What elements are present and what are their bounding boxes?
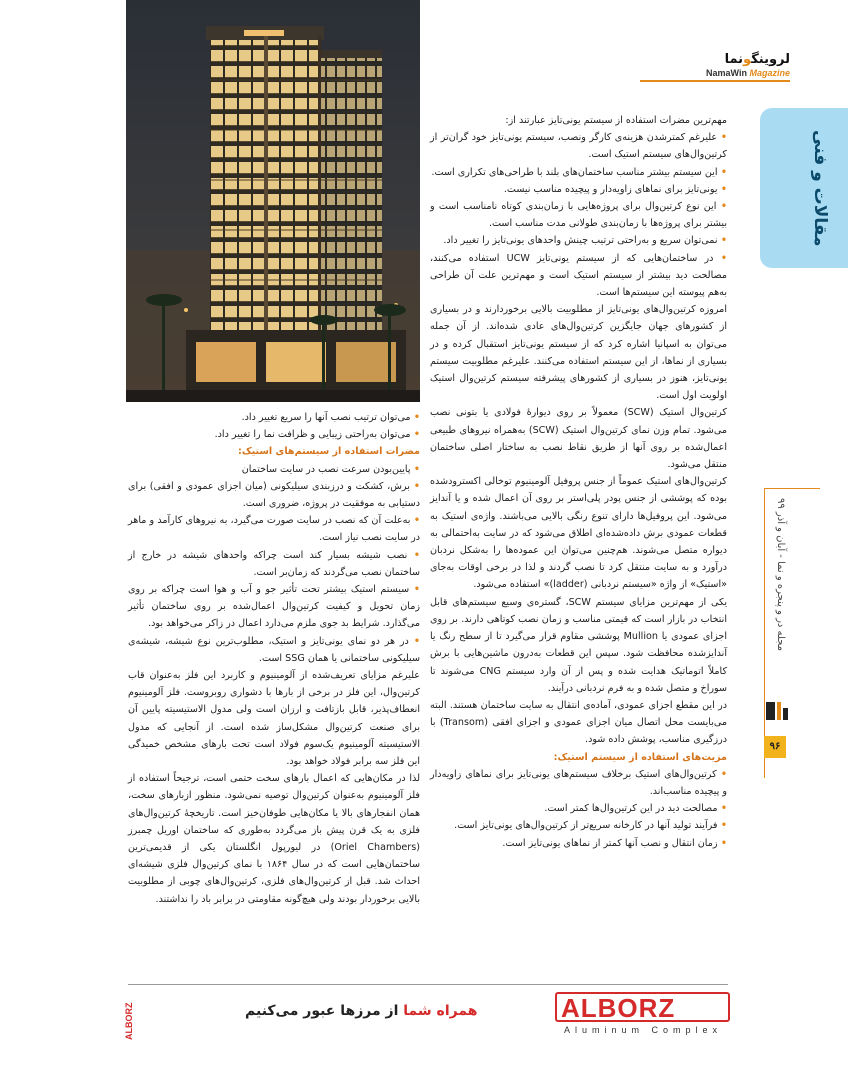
list-item: • این نوع کرتین‌وال برای پروژه‌هایی با زمان‌بندی کوتاه نامناسب است و بیشتر برای پروژه‌ها با زمان‌بندی طولانی مدت مناسب است.: [430, 198, 727, 232]
magazine-logo: [640, 52, 790, 82]
list-item: • می‌توان به‌راحتی زیبایی و ظرافت نما را تغییر داد.: [128, 426, 420, 443]
magazine-mini-logo-icon: [764, 698, 790, 724]
section-heading: مضرات استفاده از سیستم‌های استیک:: [237, 446, 420, 458]
list-item: • به‌علت آن که نصب در سایت صورت می‌گیرد، به نیروهای کارآمد و ماهر در سایت نصب نیاز است.: [128, 512, 420, 546]
list-item: • زمان انتقال و نصب آنها کمتر از نماهای یونی‌تایز است.: [430, 835, 727, 852]
section-heading: مزیت‌های استفاده از سیستم استیک:: [553, 751, 727, 763]
paragraph: لذا در مکان‌هایی که اعمال بارهای سخت حتمی است، ترجیحاً استفاده از فلز آلومینیوم به‌عنوان کرتین‌وال توصیه نمی‌شود. منظور ازبارهای سخت، همان انفجارهای بالا یا مکان‌هایی طوفان‌خیز است. تاریخچهٔ کرتین‌وال‌های فلزی به یک قرن پیش باز می‌گردد به‌طوری که ساختمان اوریل چمبرز (Oriel Chambers) در لیورپول انگلستان یکی از قدیمی‌ترین ساختمان‌هایی است که در سال ۱۸۶۴ با نمای کرتین‌وال فلزی شیشه‌ای احداث شد. قبل از کرتین‌وال‌های فلزی، کرتین‌وال‌های چوبی از مطلوبیت بالایی برخوردار بودند ولی هیچ‌گونه مقاومتی در برابر باد را نداشتند.: [128, 773, 420, 905]
list-item: • این سیستم بیشتر مناسب ساختمان‌های بلند با طراحی‌های تکراری است.: [430, 164, 727, 181]
logo-underline: [640, 80, 790, 82]
footer-vertical-brand: ALBORZ: [124, 1002, 134, 1040]
list-item: • برش، کشکت و درزبندی سیلیکونی (میان اجزای عمودی و افقی) برای دستیابی به موفقیت در پروژه، ضروری است.: [128, 478, 420, 512]
list-item: • نمی‌توان سریع و به‌راحتی ترتیب چینش واحدهای یونی‌تایز را تغییر داد.: [430, 232, 727, 249]
alborz-tagline: Aluminum Complex: [563, 1025, 723, 1035]
slogan-rest: از مرزها عبور می‌کنیم: [245, 1003, 399, 1019]
building-illustration: [126, 0, 420, 402]
section-tab: [760, 108, 848, 268]
article-right-column: [430, 112, 727, 852]
list-item: • می‌توان ترتیب نصب آنها را سریع تغییر داد.: [128, 409, 420, 426]
paragraph: علیرغم مزایای تعریف‌شده از آلومینیوم و کاربرد این فلز به‌عنوان قاب کرتین‌وال، این فلز در برخی از بارها با دشواری روبروست. فلز آلومینیوم انعطاف‌پذیر، قابل بازتافت و ارزان است ولی مدول الاستیسیته پایین آن برای صنعت کرتین‌وال مشکل‌ساز شده است. از آنجایی که مدول الاستیسیته آلومینیوم یک‌سوم فولاد است تحت بارهای مشخص خمیدگی این فلز سه برابر فولاد خواهد بود.: [128, 670, 420, 768]
paragraph: کرتین‌وال‌های استیک عموماً از جنس پروفیل آلومینیوم توخالی اکسترودشده بوده که پوششی از جنس پودر پلی‌استر بر روی آن اعمال شده و یا آندایز می‌شود. این پروفیل‌ها دارای تنوع رنگی بالایی می‌باشند. واژه‌ی استیک به قطعات عمودی برش داده‌شده‌ای اطلاق می‌شود که در سایت به‌احتمالی به دیواره متصل می‌شوند. هم‌چنین می‌توان این عموده‌ها را به‌شکل نردبان درآورد و به سایت منتقل کرد تا نصب گردند و لذا در برخی اوقات به‌جای «استیک» از واژه «سیستم نردبانی (ladder)» استفاده می‌شود.: [430, 476, 727, 591]
paragraph: در این مقطع اجزای عمودی، آماده‌ی انتقال به سایت ساختمان هستند. البته می‌بایست محل اتصال میان اجزای عمودی و اجزای افقی (Transom) با درزگیری مناسب، پوشش داده شود.: [430, 699, 727, 746]
list-item: • پایین‌بودن سرعت نصب در سایت ساختمان: [128, 461, 420, 478]
list-item: • نصب شیشه بسیار کند است چراکه واحدهای شیشه در خارج از ساختمان نصب می‌گردند که زمان‌بر است.: [128, 547, 420, 581]
paragraph: امروزه کرتین‌وال‌های یونی‌تایز از مطلوبیت بالایی برخوردارند و در بسیاری از کشورهای جهان جایگزین کرتین‌وال‌های عادی شده‌اند. از آن جمله می‌توان به اسپانیا اشاره کرد که از سیستم یونی‌تایز استقبال کرده و در بسیاری از نماها، از این سیستم استفاده می‌کنند. علیرغم مطلوبیت سیستم یونی‌تایز، هنوز در بسیاری از کشورهای پیشرفته سیستم کرتین‌وال استیک اولویت اول است.: [430, 304, 727, 402]
slogan-accent: همراه شما: [403, 1003, 478, 1019]
list-item: • در ساختمان‌هایی که از سیستم یونی‌تایز UCW استفاده می‌کنند، مصالحت دید بیشتر از سیستم استیک است و مهم‌ترین علت آن طراحی به‌هم پیوسته این سیستم‌ها است.: [430, 250, 727, 302]
alborz-logo: [555, 992, 730, 1040]
issue-strip-line: [764, 488, 765, 778]
magazine-subbrand: NamaWin Magazine: [706, 68, 790, 78]
magazine-name: لروینگونما: [724, 52, 790, 67]
paragraph: یکی از مهم‌ترین مزایای سیستم SCW، گستره‌ی وسیع سیستم‌های قابل انتخاب در بازار است که قیمتی مناسب و زمان نصب کوتاهی دارند. بر روی اجزای عمودی یا Mullion پوششی مقاوم قرار می‌گیرد تا از سطح رنگ یا آندایزشده محافظت شود. سپس این قطعات به‌درون ماشین‌هایی با برش کاملاً اتوماتیک هدایت شده و پس از آن وارد سیستم CNG می‌شوند تا سوراخ و متصل شده و به فرم نردبانی درآیند.: [430, 596, 728, 694]
issue-line: مجله در و پنجره و نما - آبان و آذر ۹۹: [775, 498, 786, 652]
list-item: • سیستم استیک بیشتر تحت تأثیر جو و آب و هوا است چراکه بر روی زمان تحویل و کیفیت کرتین‌وال اعمال‌شده بر روی ساختمان تأثیر می‌گذارد. شرایط بد جوی ملزم می‌دارد اعمال در زاکر می‌خواهد بود.: [128, 581, 420, 633]
list-item: • در هر دو نمای یونی‌تایز و استیک، مطلوب‌ترین نوع شیشه، شیشه‌ی سیلیکونی ساختمانی یا همان SSG است.: [128, 633, 420, 667]
article-left-column: [128, 409, 420, 908]
paragraph: کرتین‌وال استیک (SCW) معمولاً بر روی دیوارهٔ فولادی یا بتونی نصب می‌شود. تمام وزن نمای کرتین‌وال استیک (SCW) به‌همراه نیروهای طبیعی اعمال‌شده بر روی آنها از طریق نقاط نصب به ساختار اصلی ساختمان منتقل می‌شود.: [430, 407, 727, 471]
section-tab-label: مقالات و فنی: [810, 129, 830, 247]
list-item: • علیرغم کمترشدن هزینه‌ی کارگر ونصب، سیستم یونی‌تایز خود گران‌تر از کرتین‌وال‌های سیستم استیک است.: [430, 129, 727, 163]
building-photo: [126, 0, 420, 402]
footer-divider: [128, 984, 728, 985]
footer-slogan: [245, 1003, 477, 1019]
page-number: ۹۶: [764, 736, 786, 758]
list-item: • مصالحت دید در این کرتین‌وال‌ها کمتر است.: [430, 800, 727, 817]
paragraph: مهم‌ترین مضرات استفاده از سیستم یونی‌تایز عبارتند از:: [505, 115, 727, 126]
issue-strip: [740, 488, 820, 778]
alborz-wordmark: ALBORZ: [555, 992, 730, 1022]
list-item: • کرتین‌وال‌های استیک برخلاف سیستم‌های یونی‌تایز برای نماهای زاویه‌دار و پیچیده مناسب‌اند.: [430, 766, 727, 800]
issue-strip-rule: [764, 488, 820, 489]
list-item: • یونی‌تایز برای نماهای زاویه‌دار و پیچیده مناسب نیست.: [430, 181, 727, 198]
list-item: • فرآیند تولید آنها در کارخانه سریع‌تر از کرتین‌وال‌های یونی‌تایز است.: [430, 817, 727, 834]
